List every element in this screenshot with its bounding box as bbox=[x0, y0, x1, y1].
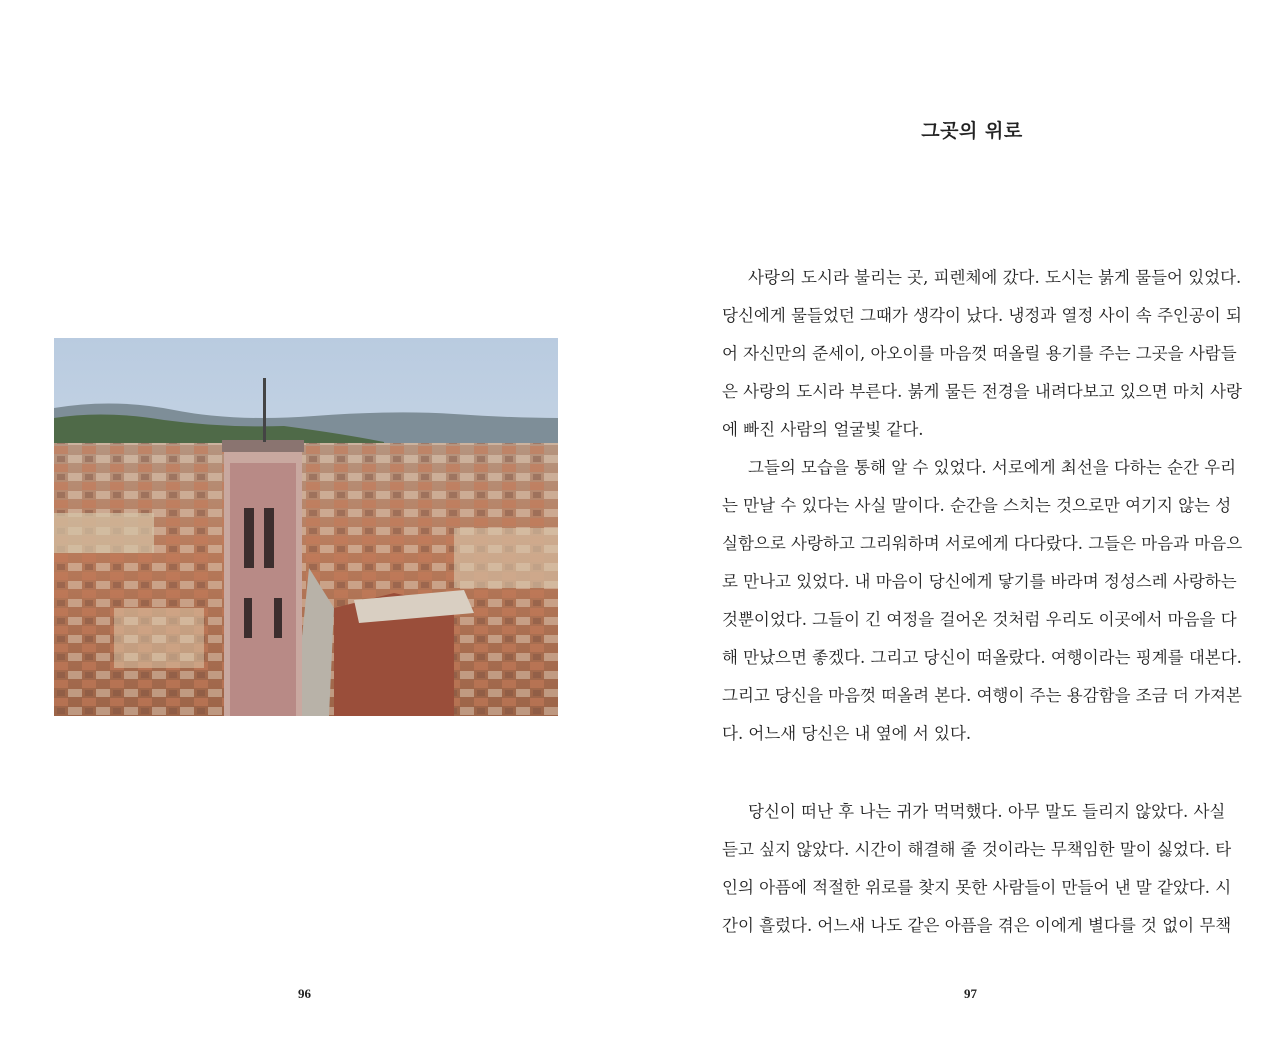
paragraph-3 bbox=[722, 793, 1232, 945]
page-number-right: 97 bbox=[964, 986, 977, 1001]
text-line: 그리고 당신을 마음껏 떠올려 본다. 여행이 주는 용감함을 조금 더 가져본 bbox=[722, 686, 1242, 705]
text-line: 에 빠진 사람의 얼굴빛 같다. bbox=[722, 420, 924, 439]
text-line: 간이 흘렀다. 어느새 나도 같은 아픔을 겪은 이에게 별다를 것 없이 무책 bbox=[722, 916, 1232, 935]
text-line: 당신이 떠난 후 나는 귀가 먹먹했다. 아무 말도 들리지 않았다. 사실 bbox=[748, 802, 1226, 821]
text-line: 당신에게 물들었던 그때가 생각이 났다. 냉정과 열정 사이 속 주인공이 되 bbox=[722, 306, 1242, 325]
text-line: 은 사랑의 도시라 부른다. 붉게 물든 전경을 내려다보고 있으면 마치 사랑 bbox=[722, 382, 1242, 401]
text-line: 그들의 모습을 통해 알 수 있었다. 서로에게 최선을 다하는 순간 우리 bbox=[748, 458, 1237, 477]
page-number-left: 96 bbox=[298, 986, 311, 1001]
text-line: 것뿐이었다. 그들이 긴 여정을 걸어온 것처럼 우리도 이곳에서 마음을 다 bbox=[722, 610, 1237, 629]
text-line: 인의 아픔에 적절한 위로를 찾지 못한 사람들이 만들어 낸 말 같았다. 시 bbox=[722, 878, 1232, 897]
text-line: 다. 어느새 당신은 내 옆에 서 있다. bbox=[722, 724, 972, 743]
text-line: 실함으로 사랑하고 그리워하며 서로에게 다다랐다. 그들은 마음과 마음으 bbox=[722, 534, 1243, 553]
florence-photo bbox=[54, 338, 558, 716]
text-line: 사랑의 도시라 불리는 곳, 피렌체에 갔다. 도시는 붉게 물들어 있었다. bbox=[748, 268, 1242, 287]
text-line: 로 만나고 있었다. 내 마음이 당신에게 닿기를 바라며 정성스레 사랑하는 bbox=[722, 572, 1237, 591]
text-line: 는 만날 수 있다는 사실 말이다. 순간을 스치는 것으로만 여기지 않는 성 bbox=[722, 496, 1232, 515]
text-line: 어 자신만의 준세이, 아오이를 마음껏 떠올릴 용기를 주는 그곳을 사람들 bbox=[722, 344, 1237, 363]
paragraph-2 bbox=[722, 449, 1243, 753]
text-line: 듣고 싶지 않았다. 시간이 해결해 줄 것이라는 무책임한 말이 싫었다. 타 bbox=[722, 840, 1232, 859]
chapter-title: 그곳의 위로 bbox=[921, 120, 1023, 142]
right-page bbox=[640, 0, 1280, 1051]
text-line: 해 만났으면 좋겠다. 그리고 당신이 떠올랐다. 여행이라는 핑계를 대본다. bbox=[722, 648, 1242, 667]
paragraph-1 bbox=[722, 259, 1242, 449]
